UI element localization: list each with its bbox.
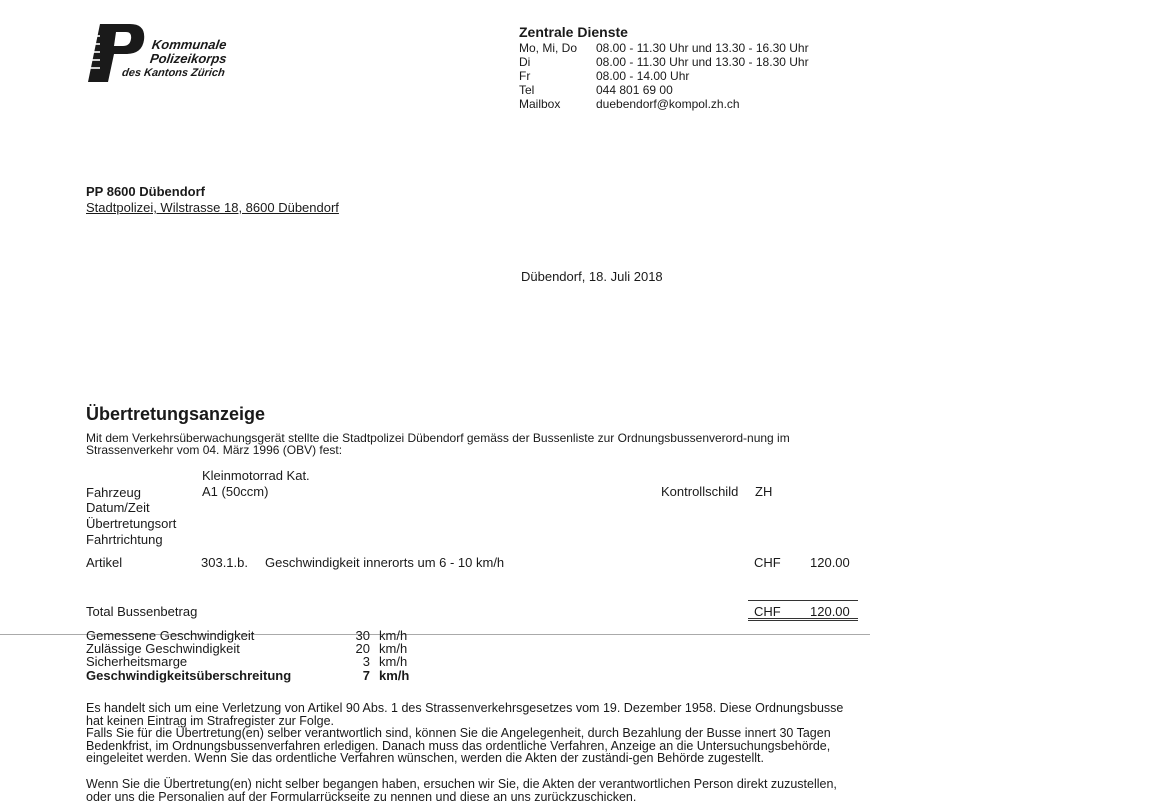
speed-measured-unit: km/h [379, 628, 408, 643]
organization-logo [86, 22, 246, 84]
document-title: Übertretungsanzeige [86, 404, 266, 424]
office-hours-row [519, 69, 809, 83]
mailbox-value: duebendorf@kompol.zh.ch [596, 97, 740, 111]
speed-excess-value: 7 [362, 668, 370, 683]
logo-line-2: Polizeikorps [149, 51, 228, 66]
article-amount: 120.00 [810, 555, 850, 570]
office-hours-value: 08.00 - 11.30 Uhr und 13.30 - 16.30 Uhr [596, 41, 809, 55]
total-rule-double [748, 620, 858, 621]
speed-measured-label: Gemessene Geschwindigkeit [86, 628, 255, 643]
office-hours-value: 08.00 - 14.00 Uhr [596, 69, 690, 83]
sender-address: Stadtpolizei, Wilstrasse 18, 8600 Dübendorf [86, 200, 339, 215]
article-label: Artikel [86, 555, 123, 570]
safety-margin-value: 3 [362, 654, 370, 669]
plate-value: ZH [755, 484, 773, 499]
legal-paragraph-1: Es handelt sich um eine Verletzung von Artikel 90 Abs. 1 des Strassenverkehrsgesetzes vom 19. Dezember 1958. Diese Ordnungsbusse hat keinen Eintrag im Strafregister zur Folge. [86, 701, 844, 728]
speed-excess-unit: km/h [379, 668, 410, 683]
office-hours-value: 08.00 - 11.30 Uhr und 13.30 - 18.30 Uhr [596, 55, 809, 69]
safety-margin-label: Sicherheitsmarge [86, 654, 188, 669]
safety-margin-unit: km/h [379, 654, 408, 669]
sender-postal-line: PP 8600 Dübendorf [86, 184, 205, 199]
office-hours-table [519, 41, 809, 111]
article-text: Geschwindigkeit innerorts um 6 - 10 km/h [265, 555, 505, 570]
mailbox-row [519, 97, 809, 111]
header-title: Zentrale Dienste [519, 24, 628, 40]
article-currency: CHF [754, 555, 781, 570]
phone-row [519, 83, 809, 97]
legal-paragraph-2: Falls Sie für die Übertretung(en) selber verantwortlich sind, können Sie die Angelegenheit, durch Bezahlung der Busse innert 30 Tagen Bedenkfrist, im Ordnungsbussenverfahren erledigen. Danach muss das ordentliche Verfahren, Anzeige an die Untersuchungsbehörde, eingeleitet werden. Wenn Sie das ordentliche Verfahren wünschen, werden die Akten der zuständi-gen Behörde zugestellt. [86, 726, 831, 765]
vehicle-value-line-2: A1 (50ccm) [202, 484, 269, 499]
office-hours-row [519, 55, 809, 69]
logo-line-3: des Kantons Zürich [121, 67, 226, 79]
legal-paragraph-3: Wenn Sie die Übertretung(en) nicht selber begangen haben, ersuchen wir Sie, die Akten der verantwortlichen Person direkt zuzustellen, oder uns die Personalien auf der Formularrückseite zu nennen und diese an uns zurückzuschicken. [86, 777, 837, 804]
phone-value: 044 801 69 00 [596, 83, 673, 97]
total-rule-top [748, 600, 858, 601]
office-hours-label: Mo, Mi, Do [519, 41, 578, 55]
office-hours-label: Fr [519, 69, 531, 83]
vehicle-label: Fahrzeug [86, 485, 141, 500]
logo-text [121, 37, 230, 80]
speed-allowed-label: Zulässige Geschwindigkeit [86, 641, 240, 656]
office-hours-row [519, 41, 809, 55]
total-rule-bottom [748, 618, 858, 619]
mailbox-label: Mailbox [519, 97, 561, 111]
phone-label: Tel [519, 83, 535, 97]
total-amount: 120.00 [810, 604, 850, 619]
direction-label: Fahrtrichtung [86, 532, 163, 547]
total-label: Total Bussenbetrag [86, 604, 198, 619]
speed-allowed-unit: km/h [379, 641, 408, 656]
document-date: Dübendorf, 18. Juli 2018 [521, 269, 663, 284]
location-label: Übertretungsort [86, 516, 177, 531]
datetime-label: Datum/Zeit [86, 500, 150, 515]
total-currency: CHF [754, 604, 781, 619]
article-number: 303.1.b. [201, 555, 248, 570]
logo-line-1: Kommunale [150, 37, 228, 52]
office-hours-label: Di [519, 55, 531, 69]
vehicle-value-line-1: Kleinmotorrad Kat. [202, 468, 310, 483]
intro-text: Mit dem Verkehrsüberwachungsgerät stellte die Stadtpolizei Dübendorf gemäss der Bussenliste zur Ordnungsbussenverord-nung im Strassenverkehr vom 04. März 1996 (OBV) fest: [86, 431, 790, 457]
plate-label: Kontrollschild [661, 484, 739, 499]
speed-measured-value: 30 [355, 628, 370, 643]
speed-excess-label: Geschwindigkeitsüberschreitung [86, 668, 292, 683]
speed-allowed-value: 20 [355, 641, 370, 656]
